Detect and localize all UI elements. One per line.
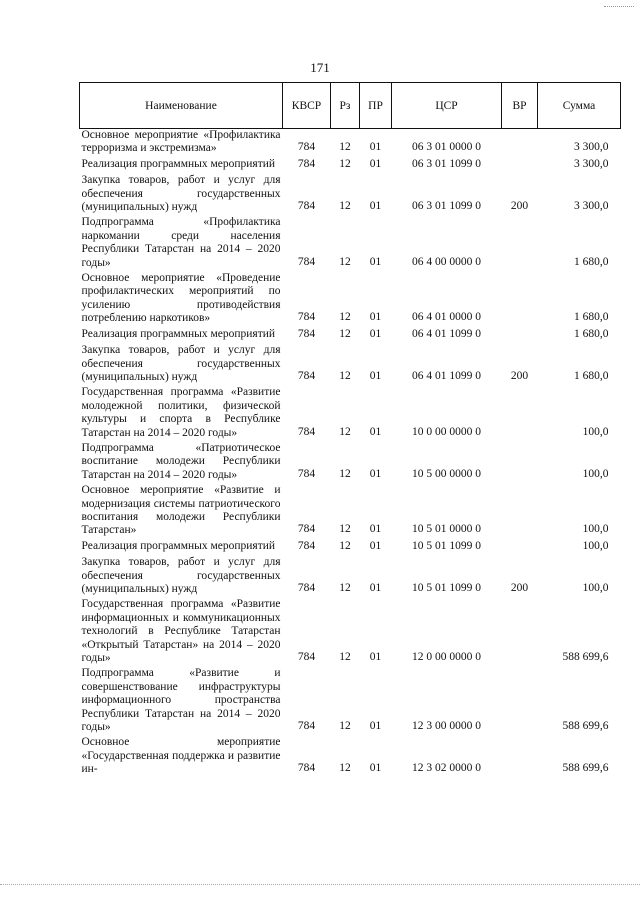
cell-pr: 01 (369, 467, 382, 480)
cell-rz: 12 (339, 425, 351, 438)
cell-vr (502, 598, 538, 667)
cell-rz: 12 (339, 369, 351, 382)
cell-pr: 01 (369, 720, 382, 733)
cell-vr (502, 129, 538, 158)
cell-csr: 06 3 01 1099 0 (412, 157, 481, 170)
table-row (80, 540, 621, 556)
cell-name: Основное мероприятие «Развитие и модернизация системы патриотического воспитания молодежи Республики Татарстан» (81, 484, 281, 537)
table-row (80, 484, 621, 540)
cell-csr: 10 5 01 1099 0 (412, 582, 481, 594)
header-csr: ЦСР (392, 83, 502, 129)
cell-vr (502, 158, 538, 174)
cell-sum: 588 699,6 (562, 651, 609, 664)
cell-name: Закупка товаров, работ и услуг для обеспечения государственных (муниципальных) нужд (81, 344, 281, 383)
cell-name: Государственная программа «Развитие информационных и коммуникационных технологий в Республике Татарстан «Открытый Татарстан» на 2014 – 2020 годы» (81, 598, 281, 665)
cell-pr: 01 (369, 327, 382, 340)
cell-rz: 12 (339, 141, 351, 154)
cell-rz: 12 (339, 539, 351, 552)
cell-pr: 01 (369, 200, 382, 213)
cell-sum: 588 699,6 (562, 762, 609, 775)
table-row (80, 158, 621, 174)
cell-rz: 12 (339, 762, 351, 775)
cell-rz: 12 (339, 311, 351, 324)
cell-pr: 01 (369, 582, 382, 594)
table-row (80, 272, 621, 328)
cell-vr: 200 (510, 369, 529, 382)
cell-vr (502, 442, 538, 484)
cell-rz: 12 (339, 200, 351, 213)
cell-csr: 06 4 00 0000 0 (412, 255, 481, 268)
cell-pr: 01 (369, 369, 382, 382)
cell-name: Основное мероприятие «Профилактика терроризма и экстремизма» (81, 129, 281, 155)
cell-rz: 12 (339, 720, 351, 733)
cell-csr: 10 5 01 0000 0 (412, 523, 481, 536)
cell-kvsr: 784 (297, 255, 316, 268)
table-row (80, 328, 621, 344)
table-row (80, 556, 621, 598)
cell-kvsr: 784 (297, 762, 316, 775)
table-row (80, 442, 621, 484)
cell-kvsr: 784 (297, 467, 316, 480)
cell-sum: 3 300,0 (574, 200, 609, 213)
page-number: 171 (310, 60, 330, 75)
cell-rz: 12 (339, 582, 351, 594)
cell-pr: 01 (369, 762, 382, 775)
cell-name: Государственная программа «Развитие молодежной политики, физической культуры и спорта в Республике Татарстан на 2014 – 2020 годы» (81, 386, 281, 439)
cell-vr (502, 328, 538, 344)
cell-rz: 12 (339, 327, 351, 340)
header-rz: Рз (331, 83, 360, 129)
cell-sum: 100,0 (582, 467, 609, 480)
table-row (80, 129, 621, 158)
cell-kvsr: 784 (297, 720, 316, 733)
table-row (80, 174, 621, 216)
cell-csr: 12 3 02 0000 0 (412, 762, 481, 775)
table-row (80, 344, 621, 386)
cell-vr: 200 (510, 200, 529, 213)
cell-vr (502, 386, 538, 442)
cell-sum: 100,0 (582, 539, 609, 552)
cell-kvsr: 784 (297, 523, 316, 536)
cell-kvsr: 784 (297, 582, 316, 594)
cell-pr: 01 (369, 255, 382, 268)
cell-vr (502, 667, 538, 736)
cell-vr (502, 216, 538, 272)
cell-sum: 588 699,6 (562, 720, 609, 733)
header-pr: ПР (360, 83, 392, 129)
cell-sum: 3 300,0 (574, 157, 609, 170)
cell-rz: 12 (339, 523, 351, 536)
cell-kvsr: 784 (297, 157, 316, 170)
cell-kvsr: 784 (297, 651, 316, 664)
cell-vr (502, 736, 538, 778)
cell-name: Реализация программных мероприятий (81, 539, 276, 552)
cell-name: Реализация программных мероприятий (81, 327, 276, 340)
cell-rz: 12 (339, 157, 351, 170)
cell-pr: 01 (369, 141, 382, 154)
cell-sum: 1 680,0 (574, 327, 609, 340)
cell-kvsr: 784 (297, 539, 316, 552)
cell-csr: 10 0 00 0000 0 (412, 425, 481, 438)
cell-csr: 06 3 01 0000 0 (412, 141, 481, 154)
cell-sum: 100,0 (582, 523, 609, 536)
table-row (80, 216, 621, 272)
cell-pr: 01 (369, 425, 382, 438)
table-row (80, 598, 621, 667)
header-name: Наименование (80, 83, 283, 129)
cell-sum: 1 680,0 (574, 255, 609, 268)
cell-name: Подпрограмма «Профилактика наркомании среди населения Республики Татарстан на 2014 – 2020 годы» (81, 216, 281, 269)
header-kvsr: КВСР (283, 83, 331, 129)
cell-csr: 06 3 01 1099 0 (412, 200, 481, 213)
cell-kvsr: 784 (297, 425, 316, 438)
header-sum: Сумма (538, 83, 621, 129)
header-vr: ВР (502, 83, 538, 129)
scan-bottom-edge (0, 884, 640, 885)
cell-name: Реализация программных мероприятий (81, 157, 276, 170)
cell-csr: 10 5 00 0000 0 (412, 467, 481, 480)
cell-kvsr: 784 (297, 369, 316, 382)
cell-name: Подпрограмма «Патриотическое воспитание молодежи Республики Татарстан на 2014 – 2020 годы» (81, 441, 281, 481)
cell-vr (502, 540, 538, 556)
cell-name: Основное мероприятие «Государственная поддержка и развитие ин- (81, 736, 281, 776)
cell-csr: 12 3 00 0000 0 (412, 720, 481, 733)
cell-pr: 01 (369, 523, 382, 536)
cell-kvsr: 784 (297, 311, 316, 324)
table-row (80, 736, 621, 778)
cell-csr: 12 0 00 0000 0 (412, 651, 481, 664)
cell-csr: 10 5 01 1099 0 (412, 539, 481, 552)
table-header-row (80, 83, 621, 129)
cell-kvsr: 784 (297, 327, 316, 340)
scan-edge-mark (604, 6, 634, 7)
cell-csr: 06 4 01 1099 0 (412, 369, 481, 382)
cell-rz: 12 (339, 255, 351, 268)
cell-name: Закупка товаров, работ и услуг для обеспечения государственных (муниципальных) нужд (81, 174, 281, 214)
cell-pr: 01 (369, 311, 382, 324)
cell-sum: 3 300,0 (574, 141, 609, 154)
cell-pr: 01 (369, 539, 382, 552)
cell-vr (502, 272, 538, 328)
cell-sum: 1 680,0 (574, 369, 609, 382)
cell-pr: 01 (369, 157, 382, 170)
cell-csr: 06 4 01 1099 0 (412, 327, 481, 340)
cell-name: Закупка товаров, работ и услуг для обеспечения государственных (муниципальных) нужд (81, 556, 281, 595)
budget-table (79, 82, 621, 779)
cell-csr: 06 4 01 0000 0 (412, 311, 481, 324)
cell-rz: 12 (339, 651, 351, 664)
cell-pr: 01 (369, 651, 382, 664)
cell-kvsr: 784 (297, 141, 316, 154)
cell-kvsr: 784 (297, 200, 316, 213)
cell-sum: 100,0 (582, 582, 609, 594)
cell-sum: 100,0 (582, 425, 609, 438)
cell-rz: 12 (339, 467, 351, 480)
cell-name: Основное мероприятие «Проведение профилактических мероприятий по усилению противодействия потреблению наркотиков» (81, 272, 281, 325)
cell-vr: 200 (510, 582, 529, 594)
cell-name: Подпрограмма «Развитие и совершенствование инфраструктуры информационного пространства Республики Татарстан на 2014 – 2020 годы» (81, 667, 281, 734)
table-row (80, 386, 621, 442)
table-row (80, 667, 621, 736)
cell-sum: 1 680,0 (574, 311, 609, 324)
cell-vr (502, 484, 538, 540)
